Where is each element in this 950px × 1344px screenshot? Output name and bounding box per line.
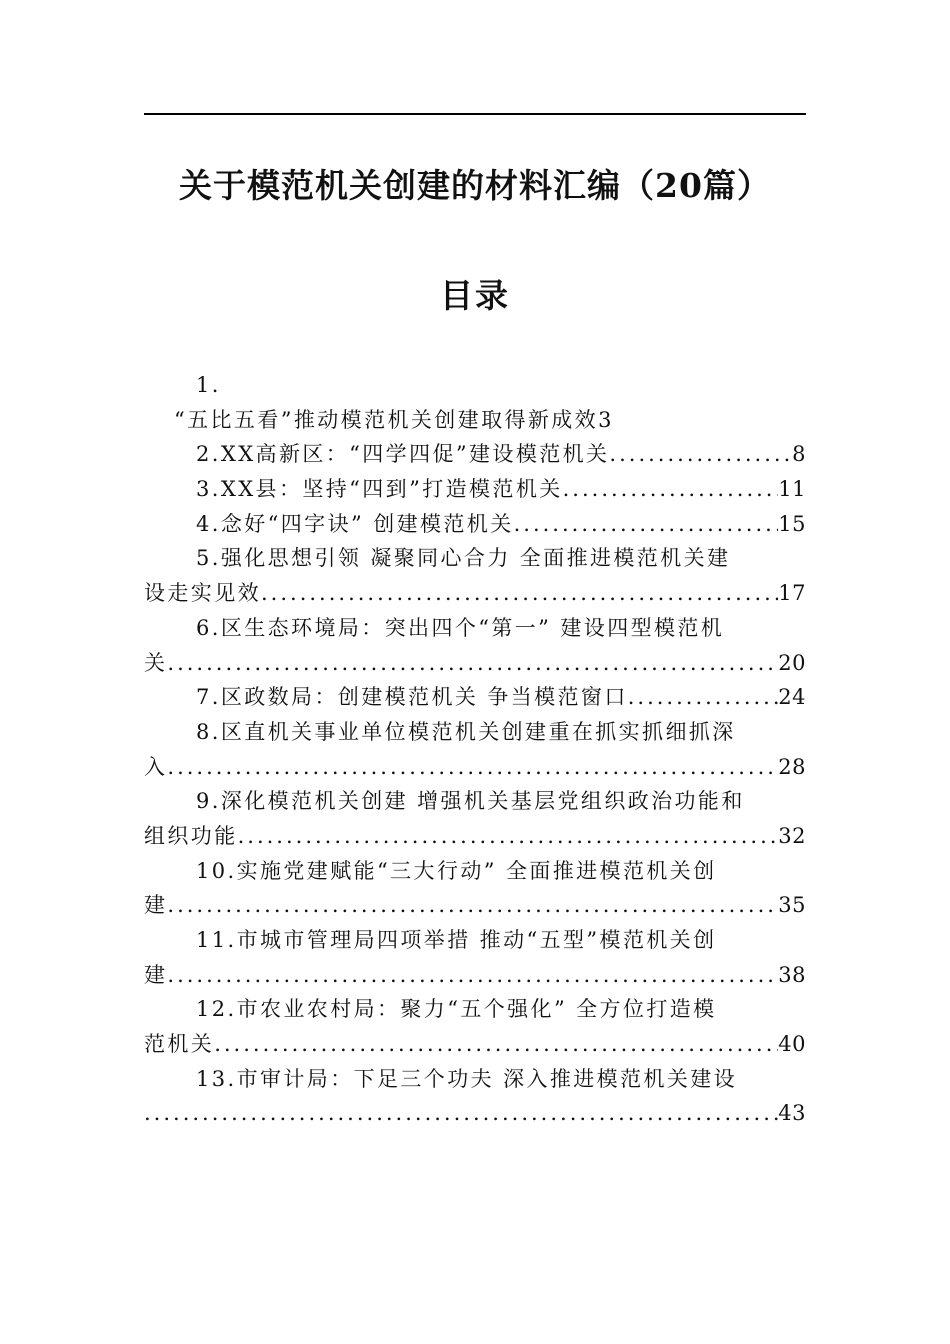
top-rule (144, 113, 806, 115)
toc-entry-number: 11. (196, 928, 237, 952)
toc-entry-8[interactable] (144, 715, 806, 784)
toc-entry-title: 区直机关事业单位模范机关创建重在抓实抓细抓深 (220, 719, 736, 744)
toc-leader-dots (167, 750, 778, 785)
toc-entry-number: 12. (196, 997, 237, 1022)
toc-leader-dots (628, 680, 779, 715)
toc-leader-dots (167, 646, 778, 681)
toc-entry-9[interactable] (144, 784, 806, 853)
toc-entry-title-cont: 建 (144, 893, 168, 918)
toc-entry-10[interactable] (144, 854, 806, 923)
toc-page-number: 24 (778, 685, 806, 710)
toc-entry-title: 实施党建赋能“三大行动” 全面推进模范机关创 (236, 858, 717, 883)
toc-entry-2[interactable] (144, 437, 806, 472)
toc-entry-5[interactable] (144, 541, 806, 610)
toc-entry-6[interactable] (144, 611, 806, 680)
toc-entry-number: 13. (196, 1066, 237, 1091)
toc-entry-number: 4. (196, 511, 221, 536)
toc-entry-1[interactable] (144, 368, 806, 437)
toc-leader-dots (609, 437, 792, 472)
toc-page-number: 17 (778, 581, 806, 606)
table-of-contents (144, 368, 806, 1131)
toc-entry-number: 6. (196, 615, 221, 640)
toc-entry-title-cont: 关 (144, 650, 168, 675)
toc-entry-title-cont: 入 (144, 754, 168, 779)
toc-entry-4[interactable] (144, 507, 806, 542)
toc-entry-title: 区生态环境局：突出四个“第一” 建设四型模范机 (220, 615, 725, 640)
toc-entry-title: 强化思想引领 凝聚同心合力 全面推进模范机关建 (220, 546, 731, 571)
toc-entry-number: 9. (196, 789, 221, 814)
toc-entry-number: 2. (196, 442, 221, 467)
toc-leader-dots (167, 958, 778, 993)
toc-heading: 目录 (440, 276, 510, 315)
toc-leader-dots (261, 576, 778, 611)
toc-leader-dots (214, 1027, 778, 1062)
toc-page-number: 32 (778, 823, 806, 848)
toc-entry-title: 念好“四字诀” 创建模范机关 (220, 511, 514, 536)
toc-entry-title-cont: 建 (144, 962, 168, 987)
toc-leader-dots (238, 819, 779, 854)
toc-entry-title: XX高新区：“四学四促”建设模范机关 (220, 442, 610, 467)
toc-entry-title: “五比五看”推动模范机关创建取得新成效3 (174, 407, 614, 432)
toc-entry-title: 深化模范机关创建 增强机关基层党组织政治功能和 (220, 789, 745, 814)
toc-entry-number: 10. (196, 858, 237, 883)
toc-page-number: 28 (778, 754, 806, 779)
toc-leader-dots (167, 888, 778, 923)
toc-entry-12[interactable] (144, 992, 806, 1061)
toc-entry-title-cont: 设走实见效 (144, 581, 261, 606)
toc-entry-7[interactable] (144, 680, 806, 715)
toc-entry-number: 1. (196, 373, 221, 397)
toc-entry-number: 8. (196, 719, 221, 744)
toc-entry-title-cont: 范机关 (144, 1032, 215, 1057)
toc-leader-dots (144, 1096, 778, 1131)
toc-entry-3[interactable] (144, 472, 806, 507)
toc-entry-number: 3. (196, 477, 221, 502)
toc-page-number: 15 (778, 511, 806, 536)
toc-page-number: 20 (778, 650, 806, 675)
toc-leader-dots (514, 507, 779, 542)
toc-entry-title: 市城市管理局四项举措 推动“五型”模范机关创 (236, 928, 717, 952)
toc-page-number: 38 (778, 962, 806, 987)
toc-page-number: 11 (778, 477, 806, 502)
toc-entry-title-cont: 组织功能 (144, 823, 238, 848)
toc-entry-title: 市农业农村局：聚力“五个强化” 全方位打造模 (236, 997, 717, 1022)
toc-entry-title: 区政数局：创建模范机关 争当模范窗口 (220, 685, 628, 710)
document-title: 关于模范机关创建的材料汇编（20篇） (179, 166, 771, 205)
toc-page-number: 40 (778, 1032, 806, 1057)
toc-entry-number: 7. (196, 685, 221, 710)
toc-entry-title: XX县：坚持“四到”打造模范机关 (220, 477, 563, 502)
toc-page-number: 43 (778, 1101, 806, 1126)
toc-page-number: 8 (792, 442, 806, 467)
toc-entry-number: 5. (196, 546, 221, 571)
toc-entry-11[interactable] (144, 923, 806, 992)
toc-entry-title: 市审计局：下足三个功夫 深入推进模范机关建设 (236, 1066, 738, 1091)
toc-page-number: 35 (778, 893, 806, 918)
toc-entry-13[interactable] (144, 1062, 806, 1131)
toc-leader-dots (563, 472, 779, 507)
